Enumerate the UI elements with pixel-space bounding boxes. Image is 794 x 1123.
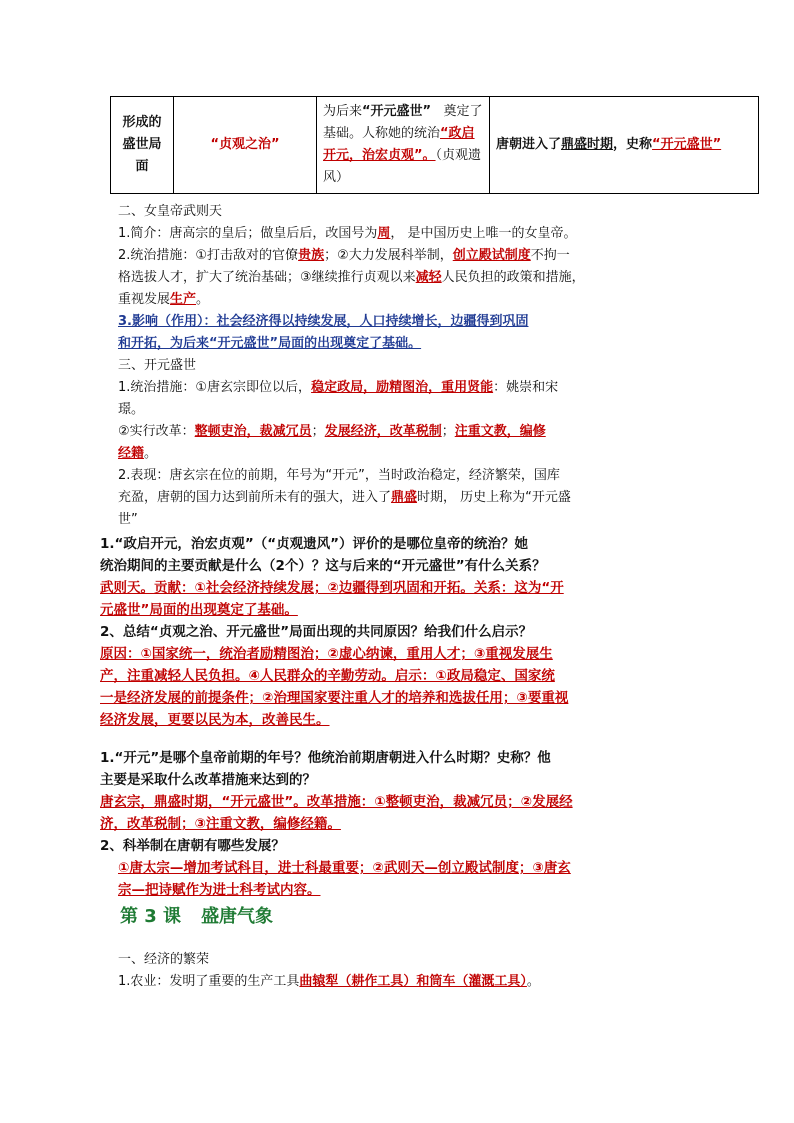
lesson-line1: 1.农业：发明了重要的生产工具曲辕犁（耕作工具）和筒车（灌溉工具）。 (118, 974, 540, 989)
qa2-q2: 2、科举制在唐朝有哪些发展？ (100, 838, 285, 854)
sec3-heading: 三、开元盛世 (118, 358, 197, 373)
qa2-a2b: 宗—把诗赋作为进士科考试内容。 (118, 882, 321, 898)
sec3-line5: 2.表现：唐玄宗在位的前期，年号为“开元”，当时政治稳定，经济繁荣，国库 (118, 468, 560, 483)
qa1-q1b: 统治期间的主要贡献是什么（2个）？这与后来的“开元盛世”有什么关系？ (100, 558, 546, 574)
qa1-a2d: 经济发展，更要以民为本，改善民生。 (100, 712, 330, 728)
table-middle (317, 97, 490, 194)
sec2-line6: 和开拓，为后来“开元盛世”局面的出现奠定了基础。 (118, 336, 422, 351)
qa1-a1b: 元盛世”局面的出现奠定了基础。 (100, 602, 298, 618)
qa2-q1a: 1.“开元”是哪个皇帝前期的年号？他统治前期唐朝进入什么时期？史称？他 (100, 750, 551, 766)
sec2-line4: 重视发展生产。 (118, 292, 210, 307)
sec2-heading: 二、女皇帝武则天 (118, 204, 223, 219)
summary-table (110, 96, 759, 194)
qa1-a1a: 武则天。贡献：①社会经济持续发展；②边疆得到巩固和开拓。关系：这为“开 (100, 580, 564, 596)
sec3-line3: ②实行改革：整顿吏治，裁减冗员；发展经济，改革税制；注重文教，编修 (118, 424, 546, 439)
sec2-line5: 3.影响（作用）：社会经济得以持续发展，人口持续增长，边疆得到巩固 (118, 314, 529, 329)
right-bold: 鼎盛时期 (561, 137, 614, 152)
sec2-line2: 2.统治措施：①打击敌对的官僚贵族；②大力发展科举制，创立殿试制度不拘一 (118, 248, 570, 263)
mid-red: “政启开元，治宏贞观”。 (323, 126, 475, 163)
mid-post2: （贞观遗风） (323, 148, 482, 185)
qa1-q2: 2、总结“贞观之治、开元盛世”局面出现的共同原因？给我们什么启示？ (100, 624, 533, 640)
mid-post1: 奠定了基础。人称她的统治 (323, 104, 483, 141)
lesson-name: 盛唐气象 (201, 906, 274, 927)
table-right (490, 97, 759, 194)
lesson-title (120, 902, 293, 928)
sec3-line7: 世” (118, 512, 138, 527)
qa2-a2a: ①唐太宗—增加考试科目，进士科最重要；②武则天—创立殿试制度；③唐玄 (118, 860, 571, 876)
qa1-a2a: 原因：①国家统一，统治者励精图治；②虚心纳谏，重用人才；③重视发展生 (100, 646, 553, 662)
right-pre: 唐朝进入了 (496, 137, 562, 152)
sec3-line2: 璟。 (118, 402, 145, 417)
sec3-line4: 经籍。 (118, 446, 158, 461)
mid-pre: 为后来 (323, 104, 363, 119)
qa1-a2b: 产，注重减轻人民负担。④人民群众的辛勤劳动。启示：①政局稳定、国家统 (100, 668, 555, 684)
lesson-sec1: 一、经济的繁荣 (118, 952, 210, 967)
sec2-line1: 1.简介：唐高宗的皇后；做皇后后，改国号为周， 是中国历史上唯一的女皇帝。 (118, 226, 577, 241)
table-row (111, 97, 759, 194)
sec3-line6: 充盈，唐朝的国力达到前所未有的强大，进入了鼎盛时期， 历史上称为“开元盛 (118, 490, 571, 505)
right-red: “开元盛世” (652, 137, 722, 152)
lesson-number: 第 3 课 (120, 906, 182, 927)
qa1-q1a: 1.“政启开元，治宏贞观”（“贞观遗风”）评价的是哪位皇帝的统治？她 (100, 536, 529, 552)
table-name: “贞观之治” (174, 97, 317, 194)
qa1-a2c: 一是经济发展的前提条件；②治理国家要注重人才的培养和选拔任用；③要重视 (100, 690, 569, 706)
qa2-a1b: 济，改革税制；③注重文教，编修经籍。 (100, 816, 341, 832)
qa2-a1a: 唐玄宗，鼎盛时期，“开元盛世”。改革措施：①整顿吏治，裁减冗员；②发展经 (100, 794, 573, 810)
mid-bold: “开元盛世” (362, 104, 432, 119)
qa2-q1b: 主要是采取什么改革措施来达到的？ (100, 772, 316, 788)
right-mid: ，史称 (613, 137, 653, 152)
table-label: 形成的盛世局面 (111, 97, 174, 194)
sec2-line3: 格选拔人才，扩大了统治基础；③继续推行贞观以来减轻人民负担的政策和措施， (118, 270, 585, 285)
sec3-line1: 1.统治措施：①唐玄宗即位以后，稳定政局，励精图治，重用贤能：姚崇和宋 (118, 380, 559, 395)
